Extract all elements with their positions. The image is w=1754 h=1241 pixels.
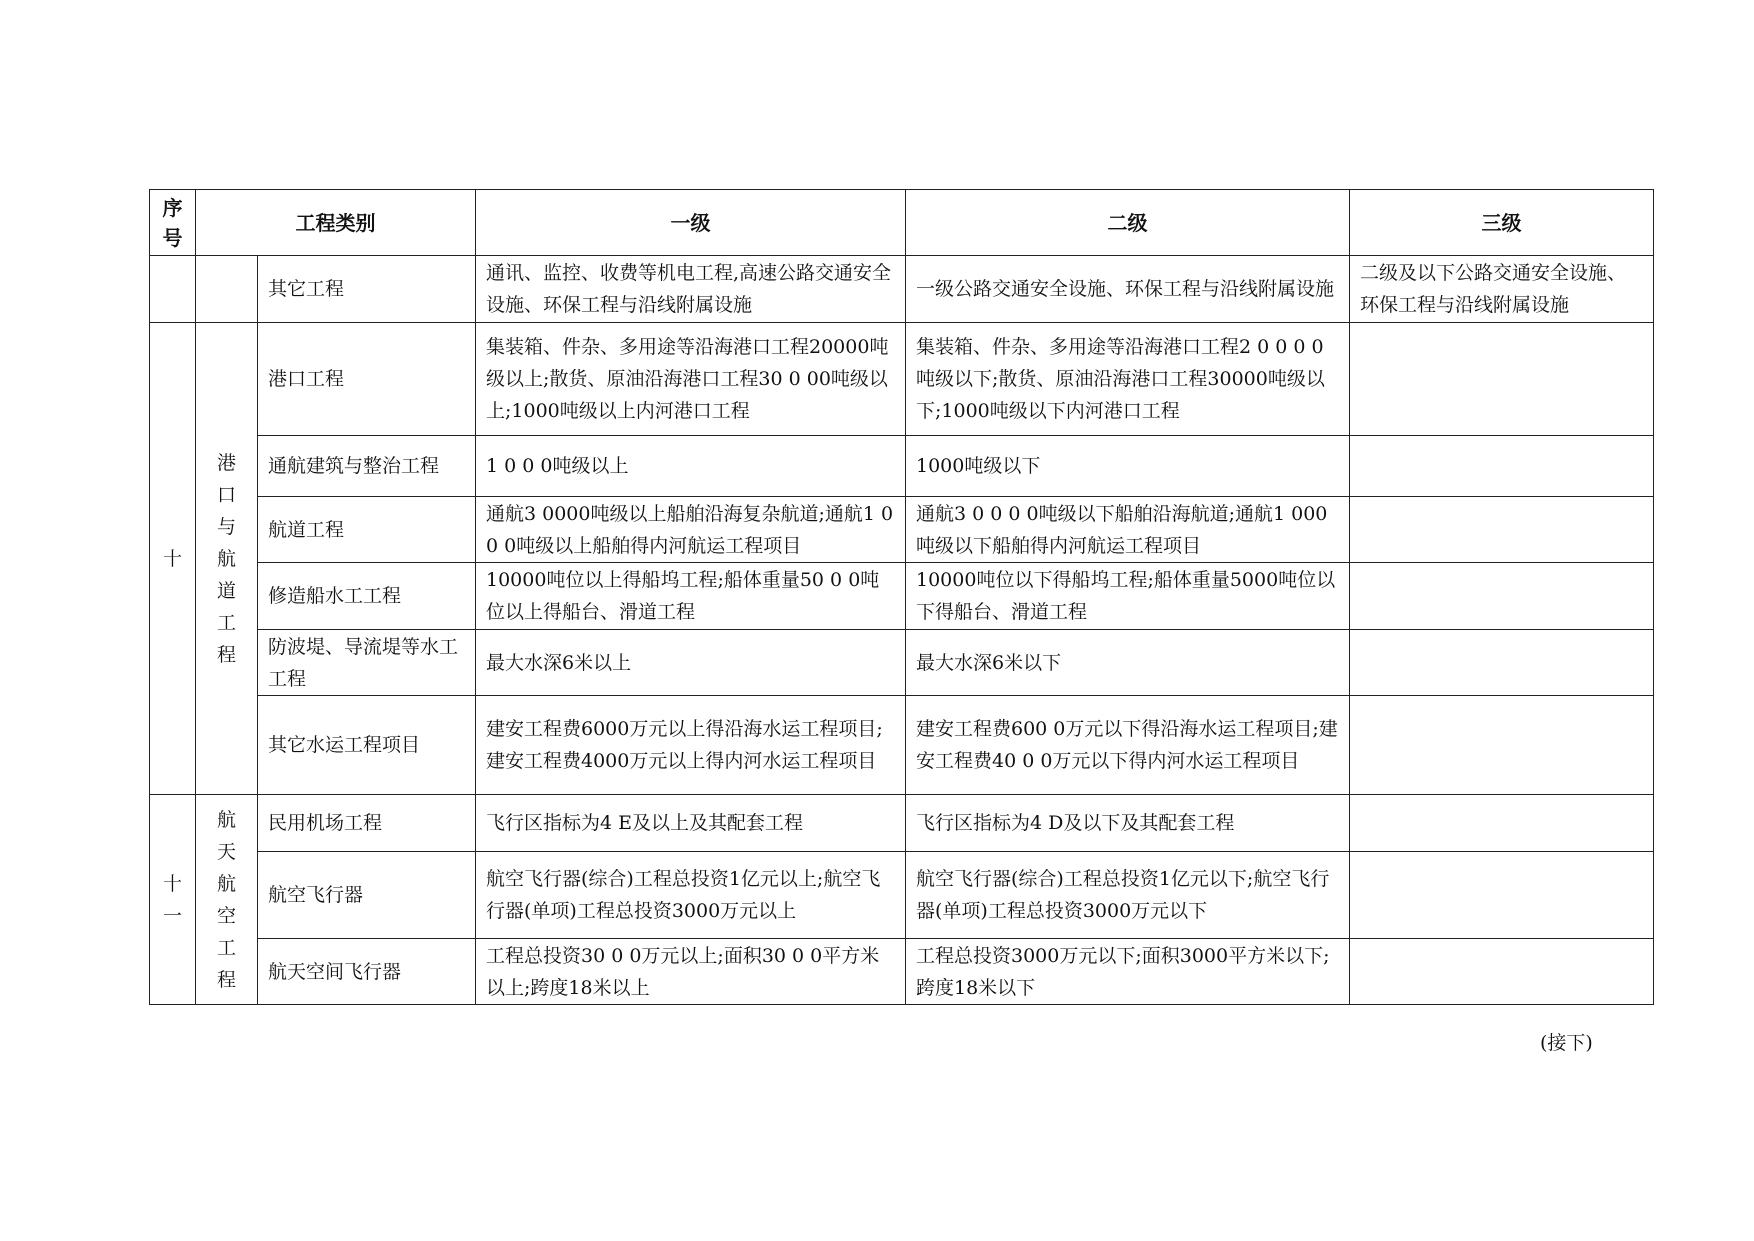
row-level3: [1350, 852, 1654, 939]
row-level2: 航空飞行器(综合)工程总投资1亿元以下;航空飞行器(单项)工程总投资3000万元以下: [906, 852, 1350, 939]
header-level1: 一级: [476, 190, 906, 256]
vertical-char: 程: [216, 643, 236, 666]
vertical-char: 十: [162, 547, 182, 570]
row-level3: [1350, 795, 1654, 852]
section-number: [150, 256, 196, 323]
table-row: [150, 939, 1654, 1005]
vertical-char: 号: [162, 225, 183, 250]
row-level3: [1350, 436, 1654, 497]
row-level3: [1350, 563, 1654, 630]
row-level2: 集装箱、件杂、多用途等沿海港口工程2 0 0 0 0吨级以下;散货、原油沿海港口工程30000吨级以下;1000吨级以下内河港口工程: [906, 323, 1350, 436]
row-level1: 10000吨位以上得船坞工程;船体重量50 0 0吨位以上得船台、滑道工程: [476, 563, 906, 630]
row-level1: 航空飞行器(综合)工程总投资1亿元以上;航空飞行器(单项)工程总投资3000万元以上: [476, 852, 906, 939]
vertical-char: 十: [162, 872, 182, 895]
vertical-char: 工: [216, 936, 236, 959]
vertical-char: 航: [216, 808, 236, 831]
vertical-char: 港: [216, 451, 236, 474]
vertical-char: 序: [162, 195, 183, 220]
row-level2: 最大水深6米以下: [906, 630, 1350, 696]
row-level2: 10000吨位以下得船坞工程;船体重量5000吨位以下得船台、滑道工程: [906, 563, 1350, 630]
row-level2: 1000吨级以下: [906, 436, 1350, 497]
row-name: 防波堤、导流堤等水工工程: [258, 630, 476, 696]
row-name: 其它工程: [258, 256, 476, 323]
header-row: [150, 190, 1654, 256]
row-level3: [1350, 630, 1654, 696]
section-number: [150, 795, 196, 1005]
header-category: 工程类别: [196, 190, 476, 256]
table-row: [150, 256, 1654, 323]
vertical-char: 口: [216, 483, 236, 506]
table-row: [150, 323, 1654, 436]
table-row: [150, 795, 1654, 852]
row-level3: [1350, 696, 1654, 795]
section-category: [196, 323, 258, 795]
vertical-char: 天: [216, 840, 236, 863]
row-level1: 集装箱、件杂、多用途等沿海港口工程20000吨级以上;散货、原油沿海港口工程30 0 00吨级以上;1000吨级以上内河港口工程: [476, 323, 906, 436]
row-name: 民用机场工程: [258, 795, 476, 852]
vertical-char: 航: [216, 547, 236, 570]
row-name: 航道工程: [258, 497, 476, 563]
section-category: [196, 256, 258, 323]
row-name: 修造船水工工程: [258, 563, 476, 630]
vertical-char: 程: [216, 968, 236, 991]
row-level1: 通讯、监控、收费等机电工程,高速公路交通安全设施、环保工程与沿线附属设施: [476, 256, 906, 323]
engineering-grade-table: [149, 189, 1654, 1005]
header-level3: 三级: [1350, 190, 1654, 256]
row-level1: 1 0 0 0吨级以上: [476, 436, 906, 497]
row-level3: 二级及以下公路交通安全设施、环保工程与沿线附属设施: [1350, 256, 1654, 323]
vertical-char: 空: [216, 904, 236, 927]
row-level1: 建安工程费6000万元以上得沿海水运工程项目;建安工程费4000万元以上得内河水运工程项目: [476, 696, 906, 795]
row-name: 通航建筑与整治工程: [258, 436, 476, 497]
row-level3: [1350, 323, 1654, 436]
row-name: 港口工程: [258, 323, 476, 436]
vertical-char: 航: [216, 872, 236, 895]
vertical-char: 与: [216, 515, 236, 538]
row-level2: 建安工程费600 0万元以下得沿海水运工程项目;建安工程费40 0 0万元以下得内河水运工程项目: [906, 696, 1350, 795]
table-row: [150, 563, 1654, 630]
table-row: [150, 852, 1654, 939]
row-level1: 最大水深6米以上: [476, 630, 906, 696]
vertical-char: 一: [162, 904, 182, 927]
row-level1: 工程总投资30 0 0万元以上;面积30 0 0平方米以上;跨度18米以上: [476, 939, 906, 1005]
header-seq: [150, 190, 196, 256]
row-level2: 工程总投资3000万元以下;面积3000平方米以下;跨度18米以下: [906, 939, 1350, 1005]
row-level3: [1350, 939, 1654, 1005]
section-number: [150, 323, 196, 795]
table-row: [150, 436, 1654, 497]
row-name: 其它水运工程项目: [258, 696, 476, 795]
table-row: [150, 497, 1654, 563]
continued-note: (接下): [1540, 1032, 1593, 1054]
row-level2: 一级公路交通安全设施、环保工程与沿线附属设施: [906, 256, 1350, 323]
row-level1: 通航3 0000吨级以上船舶沿海复杂航道;通航1 0 0 0吨级以上船舶得内河航运工程项目: [476, 497, 906, 563]
row-level1: 飞行区指标为4 E及以上及其配套工程: [476, 795, 906, 852]
row-level3: [1350, 497, 1654, 563]
table-row: [150, 696, 1654, 795]
row-name: 航空飞行器: [258, 852, 476, 939]
row-level2: 飞行区指标为4 D及以下及其配套工程: [906, 795, 1350, 852]
vertical-char: 工: [216, 611, 236, 634]
section-category: [196, 795, 258, 1005]
row-level2: 通航3 0 0 0 0吨级以下船舶沿海航道;通航1 000吨级以下船舶得内河航运工程项目: [906, 497, 1350, 563]
header-level2: 二级: [906, 190, 1350, 256]
table-row: [150, 630, 1654, 696]
row-name: 航天空间飞行器: [258, 939, 476, 1005]
vertical-char: 道: [216, 579, 236, 602]
